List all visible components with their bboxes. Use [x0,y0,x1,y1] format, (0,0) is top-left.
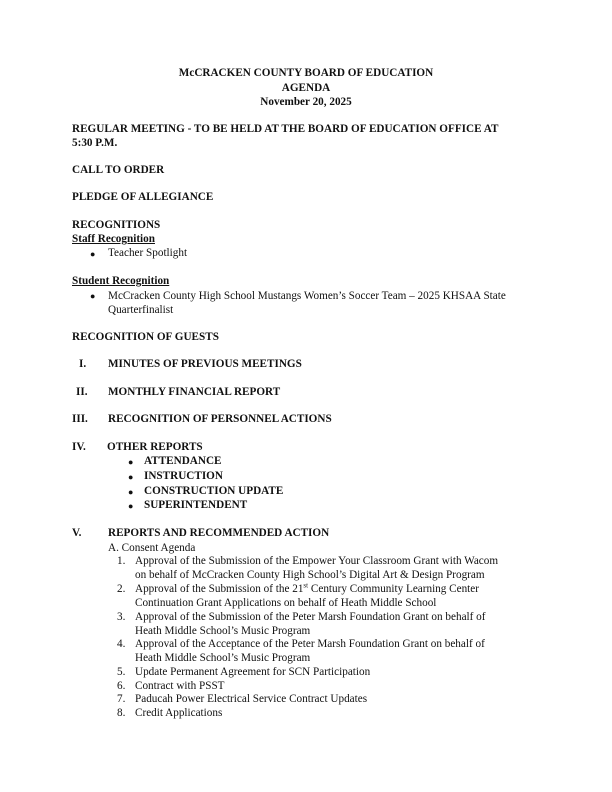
pledge-of-allegiance: PLEDGE OF ALLEGIANCE [72,191,214,203]
consent-item-8: Credit Applications [135,707,223,719]
bullet-icon: ● [128,487,134,497]
consent-item-number: 3. [117,611,126,623]
section-other-reports: OTHER REPORTS [107,441,203,453]
consent-item-4-line2: Heath Middle School’s Music Program [135,652,311,664]
section-numeral-ii: II. [76,386,88,398]
consent-item-6: Contract with PSST [135,680,225,692]
regular-meeting-line1: REGULAR MEETING - TO BE HELD AT THE BOARD OF EDUCATION OFFICE AT [72,123,499,135]
bullet-icon: ● [90,291,96,301]
agenda-header [0,66,612,110]
student-recognition-heading: Student Recognition [72,275,170,287]
section-financial-report: MONTHLY FINANCIAL REPORT [108,386,281,398]
consent-item-2-line1: Approval of the Submission of the 21st Century Community Learning Center [135,581,479,595]
staff-recognition-item: Teacher Spotlight [108,247,188,259]
consent-item-number: 8. [117,707,126,719]
bullet-icon: ● [90,249,96,259]
section-numeral-iv: IV. [72,441,86,453]
other-report-attendance: ATTENDANCE [144,455,222,467]
consent-item-3-line2: Heath Middle School’s Music Program [135,625,311,637]
bullet-icon: ● [128,457,134,467]
recognitions-title: RECOGNITIONS [72,219,161,231]
other-report-construction-update: CONSTRUCTION UPDATE [144,485,284,497]
staff-recognition-heading: Staff Recognition [72,233,155,245]
consent-item-1-line1: Approval of the Submission of the Empower Your Classroom Grant with Wacom [135,555,499,567]
consent-item-1-line2: on behalf of McCracken County High School’s Digital Art & Design Program [135,569,485,581]
agenda-date: November 20, 2025 [260,96,352,108]
bullet-icon: ● [128,472,134,482]
section-numeral-iii: III. [72,413,88,425]
consent-item-number: 7. [117,693,126,705]
call-to-order: CALL TO ORDER [72,164,165,176]
section-numeral-i: I. [79,358,87,370]
recognition-of-guests: RECOGNITION OF GUESTS [72,331,219,343]
agenda-title: AGENDA [281,81,331,94]
other-report-instruction: INSTRUCTION [144,470,223,482]
consent-item-number: 5. [117,666,126,678]
consent-item-3-line1: Approval of the Submission of the Peter Marsh Foundation Grant on behalf of [135,611,486,623]
consent-item-number: 4. [117,638,126,650]
consent-item-number: 1. [117,555,126,567]
section-minutes: MINUTES OF PREVIOUS MEETINGS [108,358,302,370]
consent-item-4-line1: Approval of the Acceptance of the Peter Marsh Foundation Grant on behalf of [135,638,485,650]
section-reports-recommended-action: REPORTS AND RECOMMENDED ACTION [108,527,330,539]
board-name: McCRACKEN COUNTY BOARD OF EDUCATION [178,67,434,79]
section-numeral-v: V. [72,527,82,539]
regular-meeting-line2: 5:30 P.M. [72,137,118,149]
section-personnel-actions: RECOGNITION OF PERSONNEL ACTIONS [108,413,332,425]
other-report-superintendent: SUPERINTENDENT [144,499,248,511]
consent-item-number: 2. [117,583,126,595]
consent-item-number: 6. [117,680,126,692]
consent-item-5: Update Permanent Agreement for SCN Participation [135,666,371,678]
student-recognition-item-line1: McCracken County High School Mustangs Women’s Soccer Team – 2025 KHSAA State [108,290,506,302]
student-recognition-item-line2: Quarterfinalist [108,304,174,316]
consent-agenda-label: A. Consent Agenda [108,542,196,554]
consent-item-2-line2: Continuation Grant Applications on behalf of Heath Middle School [135,597,437,609]
consent-item-7: Paducah Power Electrical Service Contract Updates [135,693,368,705]
bullet-icon: ● [128,501,134,511]
